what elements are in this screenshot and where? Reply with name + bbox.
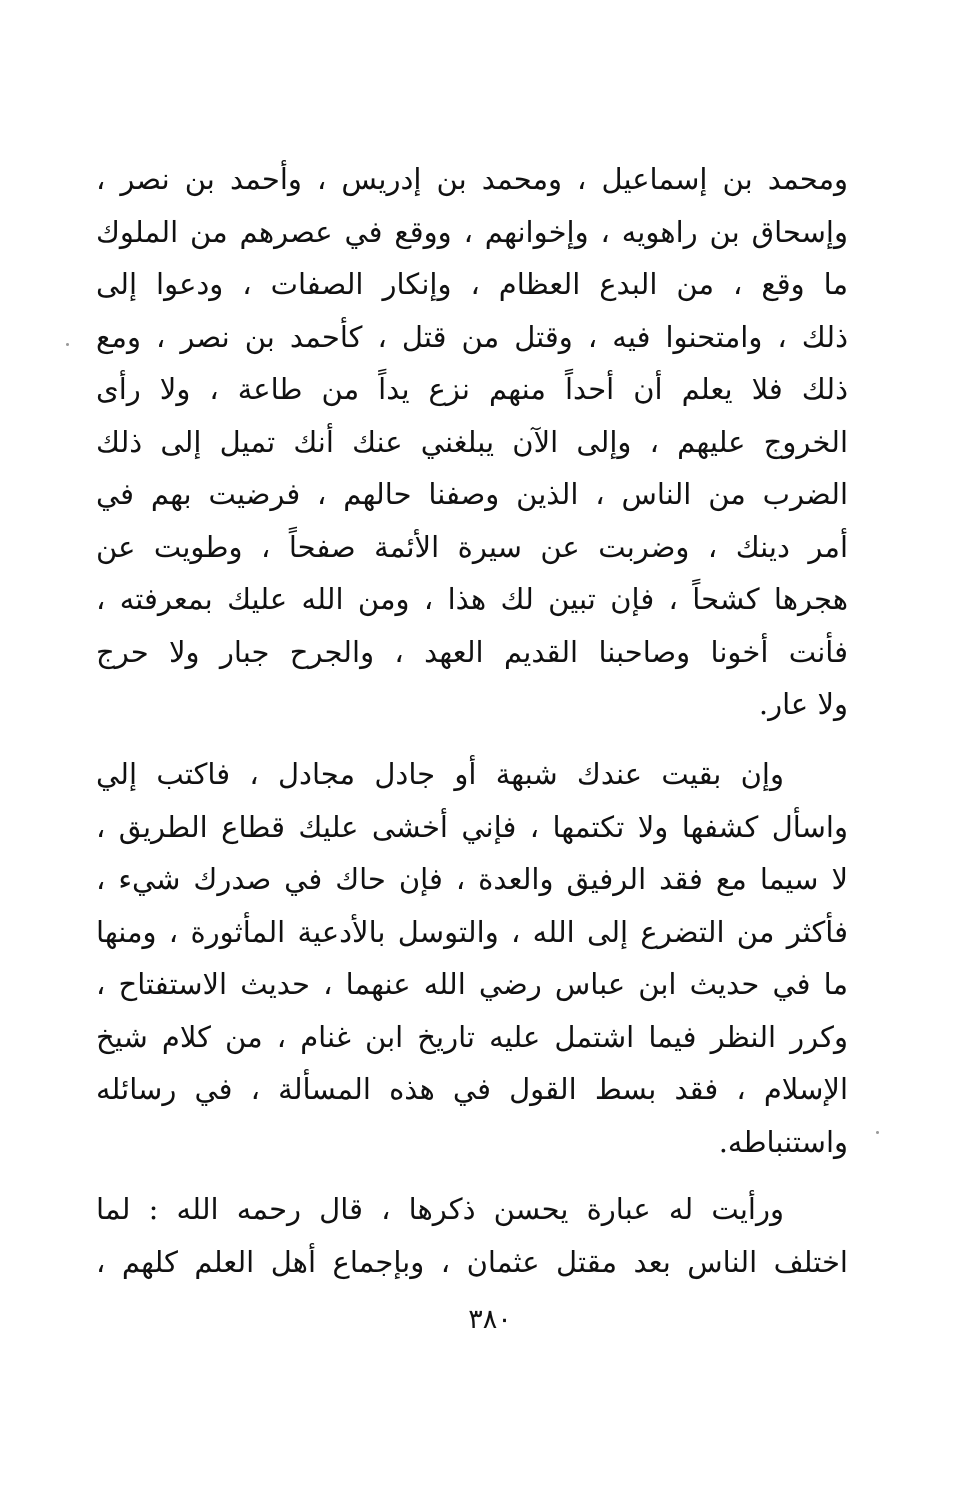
text-line: ما وقع ، من البدع العظام ، وإنكار الصفات ، ودعوا إلى bbox=[96, 267, 848, 301]
text-line: الضرب من الناس ، الذين وصفنا حالهم ، فرضيت بهم في bbox=[96, 477, 848, 511]
paragraph-1 bbox=[96, 153, 848, 731]
text-line: الإسلام ، فقد بسط القول في هذه المسألة ، في رسائله bbox=[96, 1072, 848, 1106]
scan-speck bbox=[876, 1131, 879, 1134]
text-line: وكرر النظر فيما اشتمل عليه تاريخ ابن غنام ، من كلام شيخ bbox=[96, 1019, 848, 1054]
text-line: فأكثر من التضرع إلى الله ، والتوسل بالأدعية المأثورة ، ومنها bbox=[96, 914, 848, 949]
text-line: اختلف الناس بعد مقتل عثمان ، وبإجماع أهل العلم كلهم ، bbox=[96, 1244, 848, 1279]
text-line: ولا عار. bbox=[758, 687, 848, 721]
text-line: وإسحاق بن راهويه ، وإخوانهم ، ووقع في عصرهم من الملوك bbox=[96, 214, 848, 249]
text-line: ذلك فلا يعلم أن أحداً منهم نزع يداً من طاعة ، ولا رأى bbox=[96, 372, 848, 406]
text-line: وإن بقيت عندك شبهة أو جادل مجادل ، فاكتب إلي bbox=[96, 757, 784, 791]
scan-speck bbox=[66, 343, 69, 346]
text-line: لا سيما مع فقد الرفيق والعدة ، فإن حاك في صدرك شيء ، bbox=[96, 862, 848, 896]
text-line: ورأيت له عبارة يحسن ذكرها ، قال رحمه الله : لما bbox=[96, 1192, 784, 1226]
text-line: فأنت أخونا وصاحبنا القديم العهد ، والجرح جبار ولا حرج bbox=[96, 634, 848, 669]
text-line: واسأل كشفها ولا تكتمها ، فإني أخشى عليك قطاع الطريق ، bbox=[96, 809, 848, 844]
paragraph-3 bbox=[96, 1183, 848, 1288]
page-number: ٣٨٠ bbox=[468, 1304, 512, 1335]
text-line: ما في حديث ابن عباس رضي الله عنهما ، حديث الاستفتاح ، bbox=[96, 967, 848, 1001]
text-line: ذلك ، وامتحنوا فيه ، وقتل من قتل ، كأحمد بن نصر ، ومع bbox=[96, 319, 848, 354]
text-line: الخروج عليهم ، وإلى الآن يبلغني عنك أنك تميل إلى ذلك bbox=[96, 424, 848, 459]
paragraph-2 bbox=[96, 748, 848, 1168]
text-line: هجرها كشحاً ، فإن تبين لك هذا ، ومن الله عليك بمعرفته ، bbox=[96, 582, 848, 616]
text-line: واستنباطه. bbox=[718, 1124, 848, 1159]
text-line: أمر دينك ، وضربت عن سيرة الأئمة صفحاً ، وطويت عن bbox=[96, 529, 848, 564]
text-line: ومحمد بن إسماعيل ، ومحمد بن إدريس ، وأحمد بن نصر ، bbox=[96, 162, 848, 196]
